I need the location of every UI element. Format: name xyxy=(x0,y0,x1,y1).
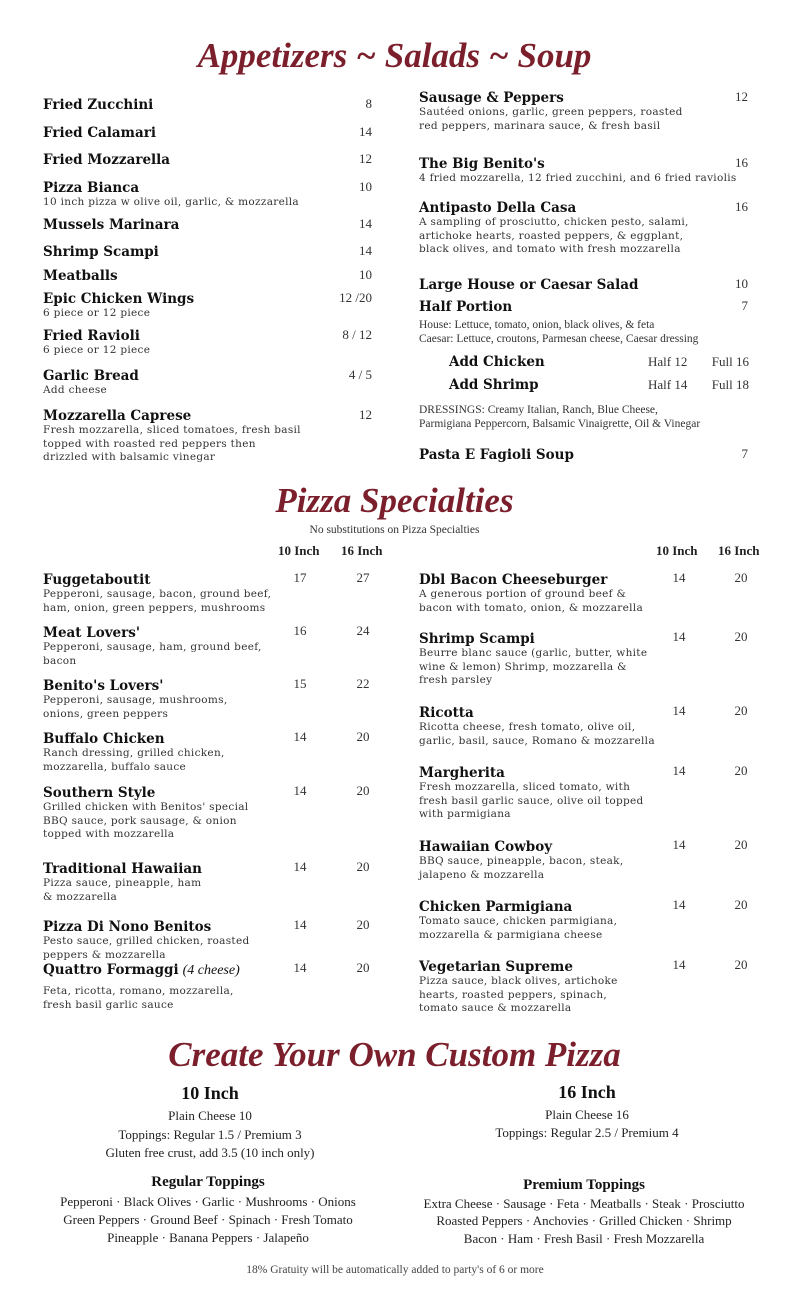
menu-item xyxy=(419,839,623,882)
item-price: 14 xyxy=(359,216,372,231)
menu-item xyxy=(43,861,202,904)
item-description: House: Lettuce, tomato, onion, black olives, & feta Caesar: Lettuce, croutons, Parmesan cheese, Caesar dressing xyxy=(419,319,699,345)
regular-title: Regular Toppings xyxy=(151,1174,265,1190)
menu-item xyxy=(43,408,301,465)
menu-item xyxy=(43,731,225,774)
price-10-inch: 15 xyxy=(293,676,307,691)
item-name: Fried Zucchini xyxy=(43,97,154,113)
menu-item xyxy=(43,291,194,321)
item-price: 14 xyxy=(359,124,372,139)
menu-item xyxy=(43,572,271,615)
price-16-inch: 24 xyxy=(356,623,370,638)
menu-item xyxy=(419,765,644,822)
item-price: 16 xyxy=(735,155,748,170)
menu-item xyxy=(419,899,617,942)
large-title: 16 Inch xyxy=(558,1082,616,1102)
item-name-line xyxy=(419,90,683,106)
item-name: Half Portion xyxy=(419,299,513,315)
item-name: Hawaiian Cowboy xyxy=(419,839,553,855)
full-price: Full 18 xyxy=(711,377,749,392)
menu-item xyxy=(43,625,262,668)
item-description: 4 fried mozzarella, 12 fried zucchini, and 6 fried raviolis xyxy=(419,172,737,184)
item-name-line xyxy=(43,678,228,694)
price-16-inch: 20 xyxy=(356,960,370,975)
item-price: 8 xyxy=(365,96,372,111)
item-name: Fuggetaboutit xyxy=(43,572,151,588)
menu-item xyxy=(43,328,150,358)
menu-item xyxy=(43,244,159,260)
menu-item xyxy=(43,152,170,168)
item-name-line xyxy=(43,152,170,168)
item-price: 7 xyxy=(741,298,748,313)
item-name: Shrimp Scampi xyxy=(419,631,535,647)
item-name: Pizza Bianca xyxy=(43,180,140,196)
menu-item xyxy=(419,90,683,133)
item-name: Quattro Formaggi xyxy=(43,962,179,978)
price-16-inch: 20 xyxy=(734,703,748,718)
menu-item xyxy=(43,97,153,113)
item-price: 14 xyxy=(359,243,372,258)
item-price: 12 /20 xyxy=(339,290,372,305)
pizza-note: No substitutions on Pizza Specialties xyxy=(309,524,480,536)
premium-line: Bacon · Ham · Fresh Basil · Fresh Mozzarella xyxy=(463,1231,705,1246)
half-price: Half 12 xyxy=(648,354,688,369)
item-name: Southern Style xyxy=(43,785,156,801)
menu-item xyxy=(43,919,249,962)
price-16-inch: 20 xyxy=(734,957,748,972)
item-name-line xyxy=(419,277,638,293)
menu-item xyxy=(419,156,737,186)
half-price: Half 14 xyxy=(648,377,688,392)
custom-title: Create Your Own Custom Pizza xyxy=(168,1035,621,1074)
item-description: DRESSINGS: Creamy Italian, Ranch, Blue Cheese, Parmigiana Peppercorn, Balsamic Vinaigrette, Oil & Vinegar xyxy=(419,404,701,430)
item-name: Fried Calamari xyxy=(43,125,156,141)
menu-item xyxy=(419,354,545,370)
item-name-line xyxy=(419,959,618,975)
small-line: Gluten free crust, add 3.5 (10 inch only) xyxy=(105,1145,315,1160)
menu-item xyxy=(419,959,618,1016)
col-head-10: 10 Inch xyxy=(278,543,320,558)
item-name: Buffalo Chicken xyxy=(43,731,165,747)
item-name-line xyxy=(43,328,150,344)
item-description: 6 piece or 12 piece xyxy=(43,307,151,319)
item-name-line xyxy=(419,447,574,463)
price-16-inch: 20 xyxy=(356,859,370,874)
large-line: Plain Cheese 16 xyxy=(545,1107,629,1122)
price-16-inch: 20 xyxy=(734,570,748,585)
small-line: Plain Cheese 10 xyxy=(168,1108,252,1123)
premium-line: Extra Cheese · Sausage · Feta · Meatballs · Steak · Prosciutto xyxy=(423,1196,745,1211)
premium-line: Roasted Peppers · Anchovies · Grilled Chicken · Shrimp xyxy=(436,1213,732,1228)
item-description: Feta, ricotta, romano, mozzarella, fresh basil garlic sauce xyxy=(43,985,234,1011)
item-name-line xyxy=(419,200,689,216)
item-price: 16 xyxy=(735,199,748,214)
item-description: 6 piece or 12 piece xyxy=(43,344,151,356)
item-name: Epic Chicken Wings xyxy=(43,291,195,307)
item-name: Traditional Hawaiian xyxy=(43,861,202,877)
full-price: Full 16 xyxy=(711,354,749,369)
item-description: Pesto sauce, grilled chicken, roasted peppers & mozzarella xyxy=(43,935,250,961)
item-description: Tomato sauce, chicken parmigiana, mozzarella & parmigiana cheese xyxy=(419,915,618,941)
item-name: Sausage & Peppers xyxy=(419,90,564,106)
item-description: 10 inch pizza w olive oil, garlic, & mozzarella xyxy=(43,196,299,208)
item-name-line xyxy=(419,839,623,855)
regular-line: Pepperoni · Black Olives · Garlic · Mushrooms · Onions xyxy=(60,1194,356,1209)
price-10-inch: 14 xyxy=(293,917,307,932)
item-name-line xyxy=(43,244,159,260)
item-price: 10 xyxy=(359,179,372,194)
price-16-inch: 20 xyxy=(356,783,370,798)
item-name-line xyxy=(419,899,617,915)
large-line: Toppings: Regular 2.5 / Premium 4 xyxy=(495,1125,679,1140)
menu-item xyxy=(419,705,655,748)
item-name: Pizza Di Nono Benitos xyxy=(43,919,212,935)
menu-item xyxy=(419,447,574,463)
menu-item xyxy=(419,572,643,615)
menu-item xyxy=(43,368,139,398)
premium-title: Premium Toppings xyxy=(523,1177,645,1193)
item-name-line xyxy=(43,962,240,979)
price-16-inch: 20 xyxy=(356,729,370,744)
small-line: Toppings: Regular 1.5 / Premium 3 xyxy=(118,1127,302,1142)
item-description: Pizza sauce, pineapple, ham & mozzarella xyxy=(43,877,202,903)
item-description: Beurre blanc sauce (garlic, butter, white wine & lemon) Shrimp, mozzarella & fresh parsley xyxy=(419,647,648,686)
item-name: Fried Mozzarella xyxy=(43,152,171,168)
item-name: Antipasto Della Casa xyxy=(419,200,577,216)
price-10-inch: 16 xyxy=(293,623,307,638)
item-description: Ricotta cheese, fresh tomato, olive oil, garlic, basil, sauce, Romano & mozzarella xyxy=(419,721,655,747)
item-name: Vegetarian Supreme xyxy=(419,959,573,975)
item-description: Pepperoni, sausage, mushrooms, onions, green peppers xyxy=(43,694,228,720)
item-price: 4 / 5 xyxy=(348,367,372,382)
item-name-line xyxy=(43,217,179,233)
item-name-line xyxy=(419,705,655,721)
item-description: Fresh mozzarella, sliced tomato, with fresh basil garlic sauce, olive oil topped with parmigiana xyxy=(419,781,644,820)
menu-item xyxy=(43,678,228,721)
price-10-inch: 17 xyxy=(293,570,307,585)
item-description: Sautéed onions, garlic, green peppers, roasted red peppers, marinara sauce, & fresh basil xyxy=(419,106,683,132)
item-description: Add cheese xyxy=(43,384,108,396)
price-10-inch: 14 xyxy=(293,729,307,744)
menu-item xyxy=(43,180,299,210)
item-name-line xyxy=(43,268,118,284)
menu-item xyxy=(43,268,118,284)
item-name-line xyxy=(43,125,156,141)
item-price: 7 xyxy=(741,446,748,461)
item-name-line xyxy=(419,572,643,588)
appetizers-title: Appetizers ~ Salads ~ Soup xyxy=(197,36,592,75)
price-16-inch: 20 xyxy=(356,917,370,932)
menu-item xyxy=(419,277,638,293)
item-name: Add Shrimp xyxy=(449,377,539,393)
menu-item xyxy=(419,299,512,315)
item-name-line xyxy=(449,354,545,370)
footer-note: 18% Gratuity will be automatically added to party's of 6 or more xyxy=(246,1264,544,1276)
item-name-line xyxy=(449,377,539,393)
item-description: BBQ sauce, pineapple, bacon, steak, jalapeno & mozzarella xyxy=(419,855,624,881)
item-name-line xyxy=(43,368,139,384)
item-name: Pasta E Fagioli Soup xyxy=(419,447,574,463)
price-16-inch: 20 xyxy=(734,837,748,852)
regular-line: Green Peppers · Ground Beef · Spinach · Fresh Tomato xyxy=(63,1212,353,1227)
item-name: Garlic Bread xyxy=(43,368,139,384)
col-head-16-right: 16 Inch xyxy=(718,543,760,558)
item-name-line xyxy=(43,572,271,588)
item-name: The Big Benito's xyxy=(419,156,545,172)
menu-item xyxy=(43,125,156,141)
menu-item xyxy=(43,217,179,233)
menu-item xyxy=(43,785,248,842)
price-10-inch: 14 xyxy=(672,763,686,778)
item-name-line xyxy=(43,408,301,424)
menu-item xyxy=(419,319,698,346)
item-name-line xyxy=(419,156,737,172)
item-price: 10 xyxy=(735,276,748,291)
item-name: Ricotta xyxy=(419,705,474,721)
item-name: Add Chicken xyxy=(449,354,545,370)
item-description: Pepperoni, sausage, ham, ground beef, bacon xyxy=(43,641,262,667)
item-note: (4 cheese) xyxy=(182,963,240,978)
item-price: 10 xyxy=(359,267,372,282)
item-name-line xyxy=(419,631,647,647)
item-name: Large House or Caesar Salad xyxy=(419,277,639,293)
price-10-inch: 14 xyxy=(293,960,307,975)
item-name: Fried Ravioli xyxy=(43,328,140,344)
item-name-line xyxy=(419,765,644,781)
item-name-line xyxy=(43,731,225,747)
item-name-line xyxy=(43,291,194,307)
item-name: Mozzarella Caprese xyxy=(43,408,192,424)
price-10-inch: 14 xyxy=(293,859,307,874)
menu-item xyxy=(419,631,647,688)
item-price: 12 xyxy=(359,151,372,166)
item-price: 8 / 12 xyxy=(342,327,372,342)
item-name: Margherita xyxy=(419,765,505,781)
price-10-inch: 14 xyxy=(672,837,686,852)
item-description: Fresh mozzarella, sliced tomatoes, fresh basil topped with roasted red peppers then drizzled with balsamic vinegar xyxy=(43,424,301,463)
item-name: Benito's Lovers' xyxy=(43,678,164,694)
item-name-line xyxy=(43,97,153,113)
price-16-inch: 20 xyxy=(734,763,748,778)
item-name: Mussels Marinara xyxy=(43,217,180,233)
price-10-inch: 14 xyxy=(672,629,686,644)
price-10-inch: 14 xyxy=(672,703,686,718)
item-price: 12 xyxy=(359,407,372,422)
price-16-inch: 20 xyxy=(734,629,748,644)
item-name-line xyxy=(43,785,248,801)
menu-item xyxy=(419,200,689,257)
item-name-line xyxy=(43,919,249,935)
price-10-inch: 14 xyxy=(672,570,686,585)
price-16-inch: 20 xyxy=(734,897,748,912)
small-title: 10 Inch xyxy=(181,1083,239,1103)
price-16-inch: 22 xyxy=(356,676,370,691)
item-price: 12 xyxy=(735,89,748,104)
item-name-line xyxy=(43,625,262,641)
price-10-inch: 14 xyxy=(293,783,307,798)
col-head-10-right: 10 Inch xyxy=(656,543,698,558)
item-name-line xyxy=(43,861,202,877)
item-name: Dbl Bacon Cheeseburger xyxy=(419,572,608,588)
menu-item xyxy=(419,404,700,431)
item-name-line xyxy=(419,299,512,315)
item-description: Pepperoni, sausage, bacon, ground beef, ham, onion, green peppers, mushrooms xyxy=(43,588,272,614)
price-16-inch: 27 xyxy=(356,570,370,585)
item-name: Chicken Parmigiana xyxy=(419,899,573,915)
menu-item xyxy=(43,962,240,1012)
item-name: Shrimp Scampi xyxy=(43,244,159,260)
item-description: Ranch dressing, grilled chicken, mozzarella, buffalo sauce xyxy=(43,747,225,773)
col-head-16: 16 Inch xyxy=(341,543,383,558)
regular-line: Pineapple · Banana Peppers · Jalapeño xyxy=(107,1230,309,1245)
item-description: Pizza sauce, black olives, artichoke hearts, roasted peppers, spinach, tomato sauce & mozzarella xyxy=(419,975,618,1014)
menu-item xyxy=(419,377,539,393)
item-name-line xyxy=(43,180,299,196)
item-description: A sampling of prosciutto, chicken pesto, salami, artichoke hearts, roasted peppers, & eggplant, black olives, and tomato with fresh mozzarella xyxy=(419,216,689,255)
item-name: Meat Lovers' xyxy=(43,625,140,641)
price-10-inch: 14 xyxy=(672,897,686,912)
item-name: Meatballs xyxy=(43,268,118,284)
price-10-inch: 14 xyxy=(672,957,686,972)
pizza-title: Pizza Specialties xyxy=(275,481,514,520)
item-description: Grilled chicken with Benitos' special BBQ sauce, pork sausage, & onion topped with mozzarella xyxy=(43,801,249,840)
item-description: A generous portion of ground beef & bacon with tomato, onion, & mozzarella xyxy=(419,588,644,614)
